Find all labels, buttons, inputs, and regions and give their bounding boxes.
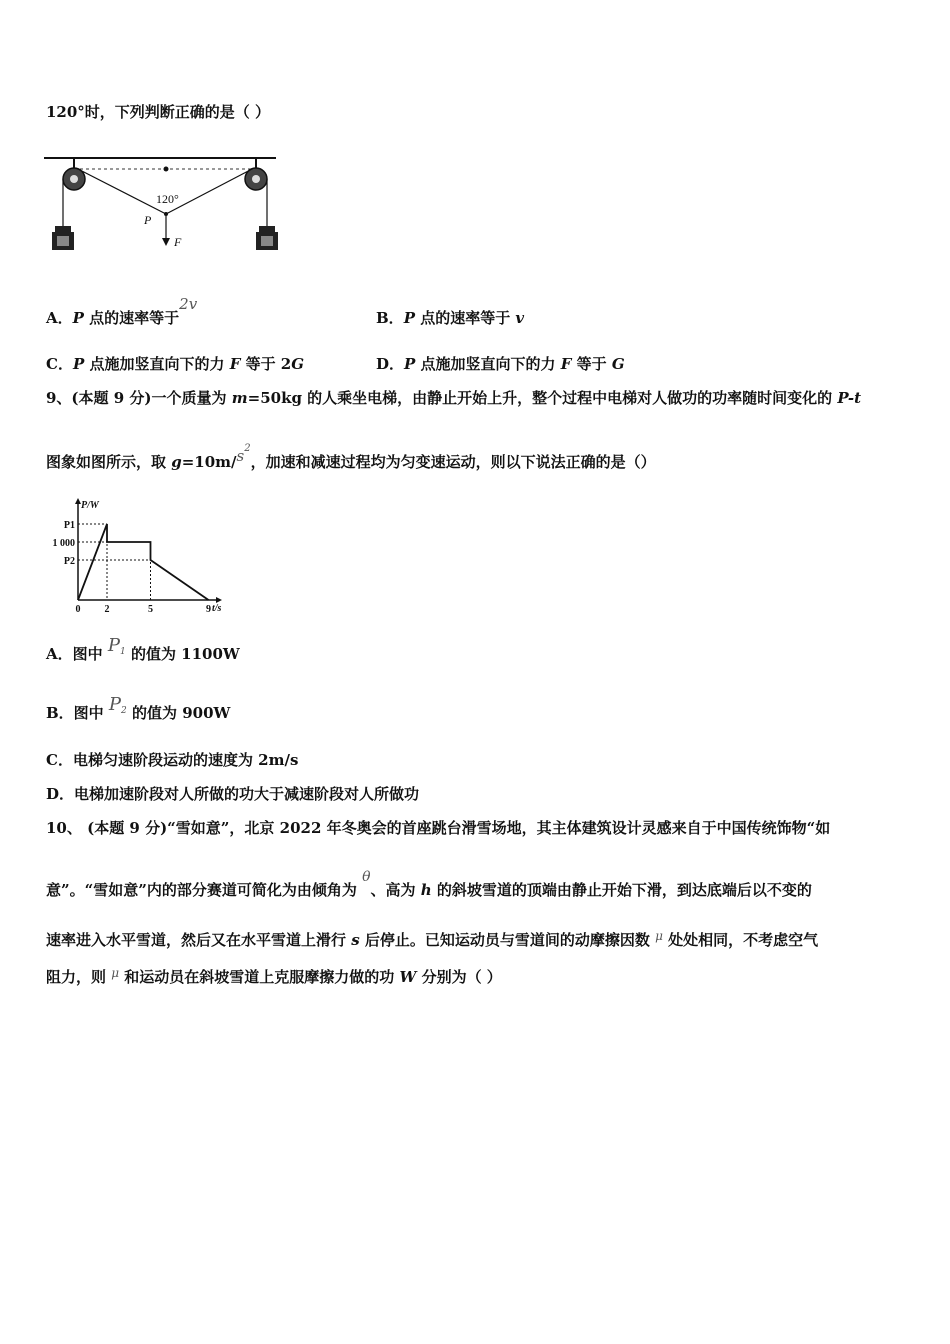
q8-option-c: C．P 点施加竖直向下的力 F 等于 2G: [46, 355, 305, 373]
x-axis-label: t/s: [212, 603, 222, 614]
q9-option-d: D．电梯加速阶段对人所做的功大于减速阶段对人所做功: [46, 785, 420, 803]
x-tick-label: 9: [206, 604, 211, 615]
mu-symbol: μ: [655, 929, 663, 943]
y-tick-label: P2: [63, 556, 75, 567]
q8-option-d: D．P 点施加竖直向下的力 F 等于 G: [376, 355, 625, 373]
q8-option-a: A．P 点的速率等于2v: [46, 295, 198, 327]
q8-option-b: B．P 点的速率等于 v: [376, 309, 525, 327]
y-tick-label: P1: [63, 520, 75, 531]
y-axis-label: P/W: [81, 500, 99, 511]
x-tick-label: 0: [75, 604, 81, 615]
q10-line2: 意”。“雪如意”内的部分赛道可简化为由倾角为 θ、高为 h 的斜坡雪道的顶端由静止开始下滑，到达底端后以不变的: [46, 869, 812, 899]
q9-option-a: A．图中 $P^1$ 的值为 1100W: [46, 635, 240, 663]
q9-option-c: C．电梯匀速阶段运动的速度为 2m/s: [46, 751, 299, 769]
q9-line1: 9、(本题 9 分)一个质量为 m=50kg 的人乘坐电梯，由静止开始上升，整个过程中电梯对人做功的功率随时间变化的 P-t: [46, 389, 862, 407]
series-line-p: [78, 524, 209, 600]
q8-stem-tail: 120°时，下列判断正确的是（ ）: [46, 103, 271, 121]
q9-option-b: B．图中 $P^2$ 的值为 900W: [46, 694, 231, 722]
q9-line2: 图象如图所示，取 $g=10m/s^2$，加速和减速过程均为匀变速运动，则以下说法正确的是（）: [46, 443, 656, 471]
point-p-label: P: [144, 213, 152, 227]
pulley-figure: [44, 146, 284, 258]
force-f-label: F: [174, 235, 182, 249]
x-tick-label: 5: [148, 604, 153, 615]
q10-line4: 阻力，则 $^\mu$ 和运动员在斜坡雪道上克服摩擦力做的功 W 分别为（ ）: [46, 966, 502, 986]
mu-symbol-2: μ: [111, 966, 120, 980]
y-tick-label: 1 000: [52, 538, 75, 549]
q10-line3: 速率进入水平雪道，然后又在水平雪道上滑行 s 后停止。已知运动员与雪道间的动摩擦因数 $^\mu$ 处处相同，不考虑空气: [46, 929, 819, 949]
math-2v: 2v: [179, 295, 198, 313]
q10-line1: 10、 (本题 9 分)“雪如意”，北京 2022 年冬奥会的首座跳台滑雪场地，其主体建筑设计灵感来自于中国传统饰物“如: [46, 819, 831, 837]
theta-symbol: θ: [362, 869, 371, 885]
pt-chart: [44, 496, 220, 614]
x-tick-label: 2: [104, 604, 110, 615]
angle-label: 120°: [156, 192, 179, 206]
